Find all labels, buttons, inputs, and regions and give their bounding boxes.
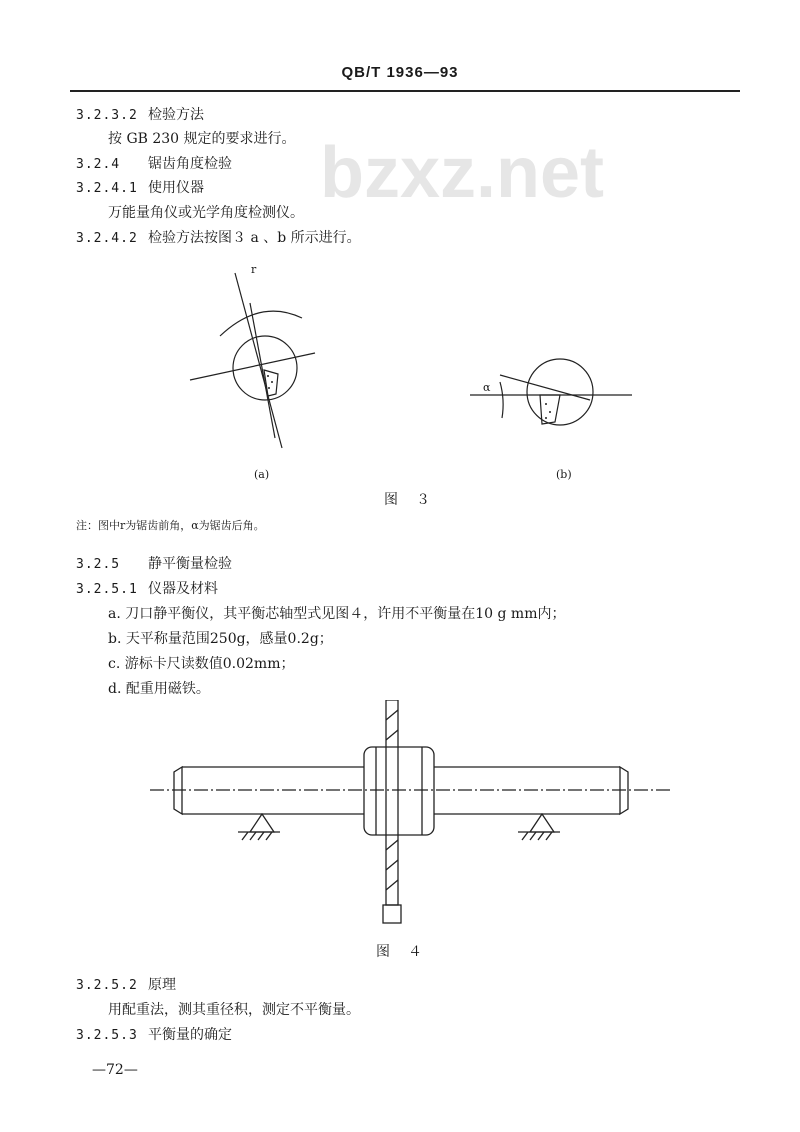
section-number: 3.2.4.2 bbox=[76, 231, 138, 246]
list-marker: b. bbox=[108, 631, 122, 647]
section-title: 检验方法按图３ a 、b 所示进行。 bbox=[148, 230, 361, 246]
list-item-d bbox=[108, 678, 210, 698]
figure-3b-caption: (b) bbox=[556, 468, 572, 481]
section-3-2-5 bbox=[76, 553, 232, 573]
counterweight-magnet bbox=[383, 905, 401, 923]
alpha-arc bbox=[500, 382, 503, 418]
paragraph-3-2-5-2: 用配重法，测其重径积，测定不平衡量。 bbox=[108, 1002, 360, 1018]
figure-3b-diagram bbox=[460, 340, 640, 450]
section-3-2-3-2 bbox=[76, 104, 204, 124]
rake-line bbox=[235, 273, 282, 448]
section-number: 3.2.5.2 bbox=[76, 978, 138, 993]
section-3-2-4-2 bbox=[76, 227, 361, 247]
header-rule bbox=[70, 90, 740, 92]
section-title: 使用仪器 bbox=[148, 180, 204, 196]
section-3-2-5-2 bbox=[76, 974, 176, 994]
section-title: 静平衡量检验 bbox=[148, 556, 232, 572]
clearance-line bbox=[500, 375, 590, 400]
paragraph-3-2-3-2: 按 GB 230 规定的要求进行。 bbox=[108, 131, 296, 147]
list-marker: c. bbox=[108, 656, 121, 672]
section-3-2-4-1 bbox=[76, 177, 204, 197]
figure-3a-label-r: r bbox=[251, 263, 257, 276]
left-knife-edge-support bbox=[250, 814, 274, 832]
radial-line bbox=[250, 303, 275, 438]
list-item-c bbox=[108, 653, 294, 673]
page-number: —72— bbox=[92, 1062, 138, 1078]
figure-3-note: 注：图中r为锯齿前角，α为锯齿后角。 bbox=[76, 519, 265, 532]
arbor-hub bbox=[364, 747, 434, 835]
section-title: 检验方法 bbox=[148, 107, 204, 123]
list-item-b bbox=[108, 628, 333, 648]
section-title: 原理 bbox=[148, 977, 176, 993]
list-item-a bbox=[108, 603, 565, 623]
section-title: 锯齿角度检验 bbox=[148, 156, 232, 172]
watermark: bzxz.net bbox=[320, 133, 605, 213]
figure-3b-label-alpha: α bbox=[483, 381, 491, 394]
section-number: 3.2.3.2 bbox=[76, 108, 138, 123]
figure-4-title: 图 ４ bbox=[376, 944, 424, 960]
list-marker: d. bbox=[108, 681, 122, 697]
list-text: 刀口静平衡仪，其平衡芯轴型式见图４，许用不平衡量在10 g mm内； bbox=[125, 606, 566, 622]
figure-3-title: 图 ３ bbox=[384, 492, 432, 508]
section-number: 3.2.5.3 bbox=[76, 1028, 138, 1043]
section-title: 仪器及材料 bbox=[148, 581, 218, 597]
list-text: 配重用磁铁。 bbox=[125, 681, 210, 697]
section-3-2-5-1 bbox=[76, 578, 218, 598]
figure-4-arbor-diagram bbox=[150, 700, 680, 930]
saw-blade-circle bbox=[233, 336, 297, 400]
figure-3a-caption: (a) bbox=[254, 468, 270, 481]
outer-arc bbox=[220, 311, 302, 336]
list-marker: a. bbox=[108, 606, 121, 622]
paragraph-3-2-4-1: 万能量角仪或光学角度检测仪。 bbox=[108, 205, 304, 221]
list-text: 游标卡尺读数值0.02mm； bbox=[124, 656, 295, 672]
list-text: 天平称量范围250g，感量0.2g； bbox=[125, 631, 333, 647]
right-knife-edge-support bbox=[530, 814, 554, 832]
section-number: 3.2.5.1 bbox=[76, 582, 138, 597]
document-header-code: QB/T 1936—93 bbox=[341, 64, 459, 81]
section-title: 平衡量的确定 bbox=[148, 1027, 232, 1043]
section-3-2-4 bbox=[76, 153, 232, 173]
section-number: 3.2.5 bbox=[76, 557, 121, 572]
section-3-2-5-3 bbox=[76, 1024, 232, 1044]
figure-3a-diagram bbox=[180, 258, 340, 458]
section-number: 3.2.4.1 bbox=[76, 181, 138, 196]
section-number: 3.2.4 bbox=[76, 157, 121, 172]
